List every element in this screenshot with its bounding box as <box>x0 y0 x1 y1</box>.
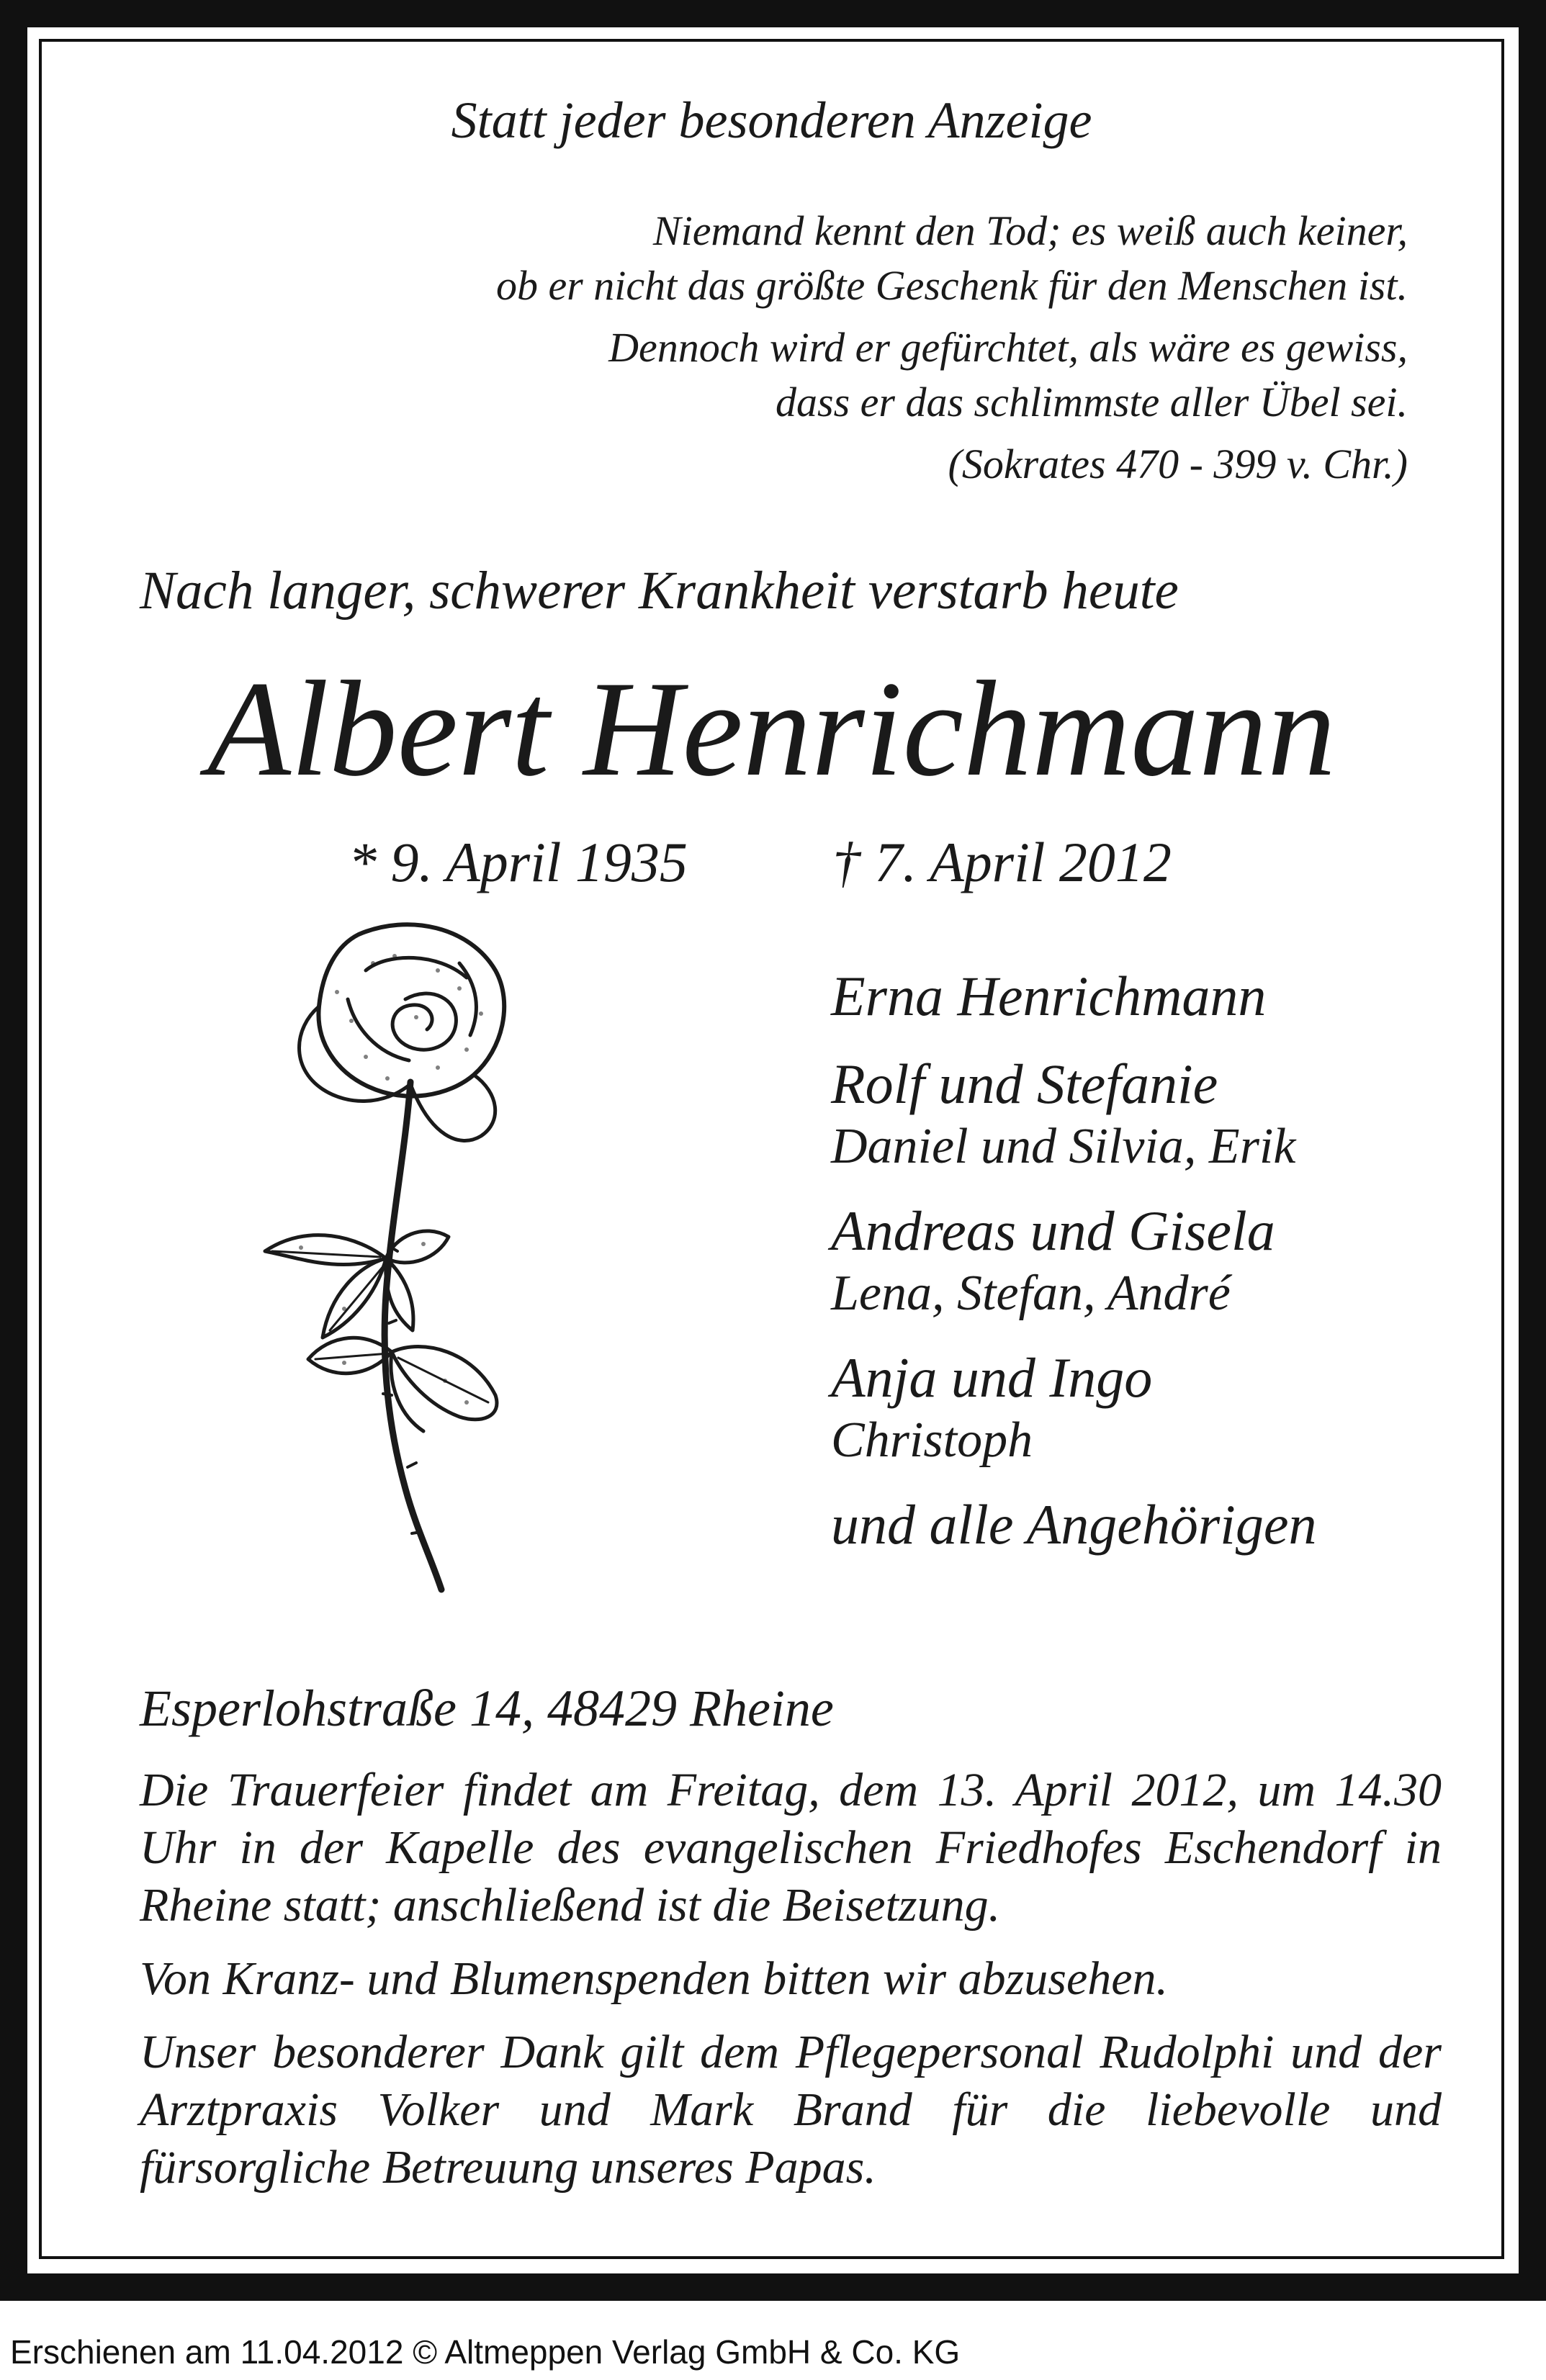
mourner-name: Erna Henrichmann <box>831 965 1267 1027</box>
quote-block <box>184 204 1408 499</box>
mourner-entry-4 <box>831 1345 1316 1470</box>
quote-line-4: dass er das schlimmste aller Übel sei. <box>776 379 1408 425</box>
mourner-name: Rolf und Stefanie <box>831 1052 1218 1115</box>
publication-footer: Erschienen am 11.04.2012 © Altmeppen Verlag GmbH & Co. KG <box>10 2333 961 2371</box>
notice-details <box>140 1680 1442 2212</box>
quote-second-sentence <box>184 320 1408 430</box>
mourner-name: Andreas und Gisela <box>831 1199 1275 1262</box>
rose-icon <box>222 920 596 1611</box>
notice-header: Statt jeder besonderen Anzeige <box>451 91 1092 149</box>
quote-first-sentence <box>184 204 1408 313</box>
quote-line-2: ob er nicht das größte Geschenk für den Menschen ist. <box>495 262 1408 309</box>
mourner-entry-1 <box>831 963 1316 1029</box>
mourner-children: Christoph <box>831 1412 1033 1468</box>
mourner-children: Daniel und Silvia, Erik <box>831 1119 1296 1174</box>
flowers-note: Von Kranz- und Blumenspenden bitten wir abzusehen. <box>140 1952 1169 2005</box>
intro-line: Nach langer, schwerer Krankheit verstarb heute <box>140 561 1179 621</box>
quote-line-1: Niemand kennt den Tod; es weiß auch keiner, <box>652 207 1408 254</box>
mourners-list <box>831 963 1316 1579</box>
deceased-name: Albert Henrichmann <box>207 654 1336 805</box>
birth-date: * 9. April 1935 <box>349 831 688 893</box>
address: Esperlohstraße 14, 48429 Rheine <box>140 1680 834 1737</box>
thanks-note: Unser besonderer Dank gilt dem Pflegepersonal Rudolphi und der Arztpraxis Volker und Mark Brand für die liebevolle und fürsorgliche Betreuung unseres Papas. <box>140 2026 1442 2194</box>
death-date: † 7. April 2012 <box>832 831 1172 893</box>
mourner-name: und alle Angehörigen <box>831 1493 1317 1556</box>
obituary-notice <box>42 42 1501 2256</box>
mourner-children: Lena, Stefan, André <box>831 1266 1231 1321</box>
quote-attribution: (Sokrates 470 - 399 v. Chr.) <box>948 441 1408 487</box>
mourner-entry-5 <box>831 1492 1316 1558</box>
mourner-name: Anja und Ingo <box>831 1346 1153 1409</box>
quote-line-3: Dennoch wird er gefürchtet, als wäre es gewiss, <box>608 324 1408 371</box>
mourner-entry-2 <box>831 1051 1316 1176</box>
mourner-entry-3 <box>831 1198 1316 1323</box>
ceremony-info: Die Trauerfeier findet am Freitag, dem 13. April 2012, um 14.30 Uhr in der Kapelle des evangelischen Friedhofes Eschendorf in Rheine statt; anschließend ist die Beisetzung. <box>140 1764 1442 1932</box>
